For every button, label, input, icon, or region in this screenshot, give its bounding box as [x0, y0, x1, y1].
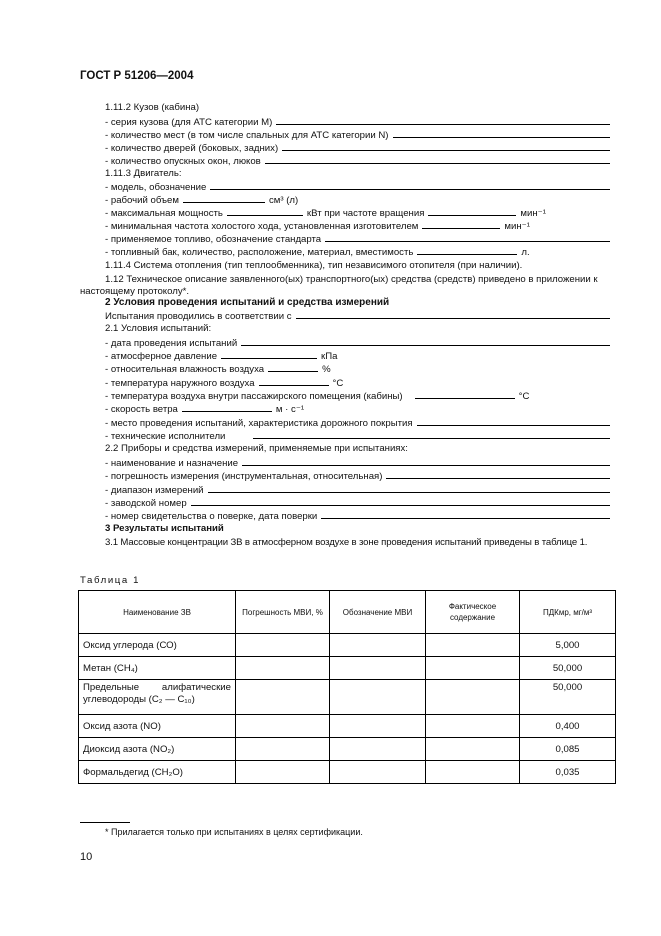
section-2-2: 2.2 Приборы и средства измерений, применяемые при испытаниях:: [105, 443, 408, 454]
section-1-11-4: 1.11.4 Система отопления (тип теплообменника), тип независимого отопителя (при наличии).: [105, 260, 523, 271]
table-row: [79, 715, 616, 738]
field-instr-name: [105, 457, 610, 470]
page-number: 10: [80, 851, 93, 863]
field-engine-idle: [105, 220, 610, 233]
cell-pdk: 0,400: [520, 715, 616, 738]
cell-actual: [426, 634, 520, 657]
cell-method: [330, 680, 426, 715]
cell-actual: [426, 761, 520, 784]
cell-pdk: 50,000: [520, 657, 616, 680]
field-label: - применяемое топливо, обозначение стандарта: [105, 234, 322, 245]
field-windows: [105, 155, 610, 168]
cell-substance: Формальдегид (СН₂О): [79, 761, 236, 784]
page-header: ГОСТ Р 51206—2004: [80, 70, 194, 82]
field-test-place: [105, 417, 610, 430]
cell-actual: [426, 715, 520, 738]
blank-line: [428, 207, 516, 216]
field-instr-error: [105, 470, 610, 483]
cell-pdk: 0,085: [520, 738, 616, 761]
blank-line: [422, 220, 500, 229]
blank-line: [265, 155, 610, 164]
field-doors: [105, 142, 610, 155]
field-body-series: [105, 116, 610, 129]
blank-line: [417, 417, 610, 426]
field-engine-model: [105, 181, 610, 194]
field-unit: мин⁻¹: [520, 208, 546, 219]
cell-method: [330, 657, 426, 680]
field-engine-power: [105, 207, 610, 220]
field-label: - топливный бак, количество, расположение, материал, вместимость: [105, 247, 414, 258]
table-caption: Таблица 1: [80, 575, 141, 586]
cell-method: [330, 634, 426, 657]
blank-line: [268, 363, 318, 372]
field-unit: мин⁻¹: [504, 221, 530, 232]
field-pressure: [105, 350, 610, 363]
cell-actual: [426, 680, 520, 715]
field-label: - погрешность измерения (инструментальная, относительная): [105, 471, 383, 482]
cell-method: [330, 715, 426, 738]
cell-method: [330, 738, 426, 761]
field-label: - минимальная частота холостого хода, установленная изготовителем: [105, 221, 419, 232]
footnote-rule: [80, 822, 130, 823]
section-1-11-2: 1.11.2 Кузов (кабина): [105, 102, 200, 113]
cell-error: [236, 680, 330, 715]
cell-error: [236, 761, 330, 784]
field-label: - модель, обозначение: [105, 182, 207, 193]
field-label: - температура наружного воздуха: [105, 378, 255, 389]
cell-substance: Оксид азота (NO): [79, 715, 236, 738]
field-staff: [105, 430, 610, 443]
cell-error: [236, 738, 330, 761]
blank-line: [242, 457, 610, 466]
blank-line: [276, 116, 610, 125]
header-actual: Фактическое содержание: [426, 591, 520, 634]
field-label: - количество опускных окон, люков: [105, 156, 261, 167]
section-3-1: 3.1 Массовые концентрации ЗВ в атмосферном воздухе в зоне проведения испытаний приведены в таблице 1.: [105, 537, 588, 548]
field-label: - номер свидетельства о поверке, дата поверки: [105, 511, 318, 522]
cell-actual: [426, 738, 520, 761]
field-humidity: [105, 363, 610, 376]
field-label-mid: кВт при частоте вращения: [306, 208, 425, 219]
field-label: - относительная влажность воздуха: [105, 364, 265, 375]
field-label: - атмосферное давление: [105, 351, 218, 362]
field-label: - диапазон измерений: [105, 485, 204, 496]
field-unit: %: [322, 364, 331, 375]
blank-line: [183, 194, 265, 203]
cell-substance: Диоксид азота (NO₂): [79, 738, 236, 761]
blank-line: [227, 207, 303, 216]
cell-error: [236, 715, 330, 738]
blank-line: [296, 310, 610, 319]
table-row: [79, 634, 616, 657]
field-label: - место проведения испытаний, характеристика дорожного покрытия: [105, 418, 413, 429]
blank-line: [415, 390, 515, 399]
field-label: - заводской номер: [105, 498, 187, 509]
field-label: - скорость ветра: [105, 404, 178, 415]
blank-line: [259, 377, 329, 386]
table-header-row: [79, 591, 616, 634]
blank-line: [321, 510, 610, 519]
section-2-1: 2.1 Условия испытаний:: [105, 323, 212, 334]
field-instr-range: [105, 484, 610, 497]
field-unit: °С: [332, 378, 344, 389]
blank-line: [282, 142, 610, 151]
blank-line: [325, 233, 610, 242]
field-label: - рабочий объем: [105, 195, 179, 206]
field-instr-serial: [105, 497, 610, 510]
field-fuel: [105, 233, 610, 246]
field-fuel-tank: [105, 246, 610, 259]
field-unit: м · с⁻¹: [275, 404, 305, 415]
field-label: Испытания проводились в соответствии с: [105, 311, 292, 322]
header-error: Погрешность МВИ, %: [236, 591, 330, 634]
blank-line: [182, 403, 272, 412]
section-3-title: 3 Результаты испытаний: [105, 523, 224, 534]
cell-method: [330, 761, 426, 784]
cell-substance: Метан (СН₄): [79, 657, 236, 680]
table-row: [79, 761, 616, 784]
blank-line: [208, 484, 610, 493]
header-method: Обозначение МВИ: [330, 591, 426, 634]
cell-pdk: 0,035: [520, 761, 616, 784]
cell-substance: Предельные алифатические углеводороды (С₂ — С₁₀): [79, 680, 236, 715]
header-substance: Наименование ЗВ: [79, 591, 236, 634]
field-temp-inside: [105, 390, 610, 403]
section-2-title: 2 Условия проведения испытаний и средства измерений: [105, 297, 390, 308]
table-row: [79, 680, 616, 715]
field-test-date: [105, 337, 610, 350]
field-wind-speed: [105, 403, 610, 416]
blank-line: [393, 129, 610, 138]
table-row: [79, 657, 616, 680]
field-label: - количество дверей (боковых, задних): [105, 143, 279, 154]
field-label: - дата проведения испытаний: [105, 338, 238, 349]
field-label: - максимальная мощность: [105, 208, 223, 219]
cell-pdk: 50,000: [520, 680, 616, 715]
field-engine-volume: [105, 194, 610, 207]
cell-actual: [426, 657, 520, 680]
blank-line: [221, 350, 317, 359]
field-label: - температура воздуха внутри пассажирского помещения (кабины): [105, 391, 403, 402]
field-unit: см³ (л): [268, 195, 299, 206]
blank-line: [253, 430, 610, 439]
field-instr-cert: [105, 510, 610, 523]
field-test-basis: [105, 310, 610, 323]
field-unit: л.: [521, 247, 530, 258]
blank-line: [417, 246, 517, 255]
section-1-11-3: 1.11.3 Двигатель:: [105, 168, 182, 179]
field-seats: [105, 129, 610, 142]
field-unit: °С: [518, 391, 530, 402]
field-label: - технические исполнители: [105, 431, 226, 442]
blank-line: [386, 470, 610, 479]
table-row: [79, 738, 616, 761]
cell-error: [236, 634, 330, 657]
field-unit: кПа: [321, 351, 338, 362]
blank-line: [210, 181, 610, 190]
header-pdk: ПДКмр, мг/м³: [520, 591, 616, 634]
field-label: - серия кузова (для АТС категории М): [105, 117, 273, 128]
footnote: * Прилагается только при испытаниях в целях сертификации.: [105, 827, 363, 837]
field-temp-outside: [105, 377, 610, 390]
cell-error: [236, 657, 330, 680]
results-table: [78, 590, 616, 784]
cell-pdk: 5,000: [520, 634, 616, 657]
field-label: - наименование и назначение: [105, 458, 239, 469]
section-1-12: 1.12 Техническое описание заявленного(ых) транспортного(ых) средства (средств) приведено в приложении к настоящему протоколу*.: [80, 274, 598, 297]
blank-line: [191, 497, 610, 506]
cell-substance: Оксид углерода (СО): [79, 634, 236, 657]
field-label: - количество мест (в том числе спальных для АТС категории N): [105, 130, 389, 141]
blank-line: [241, 337, 610, 346]
